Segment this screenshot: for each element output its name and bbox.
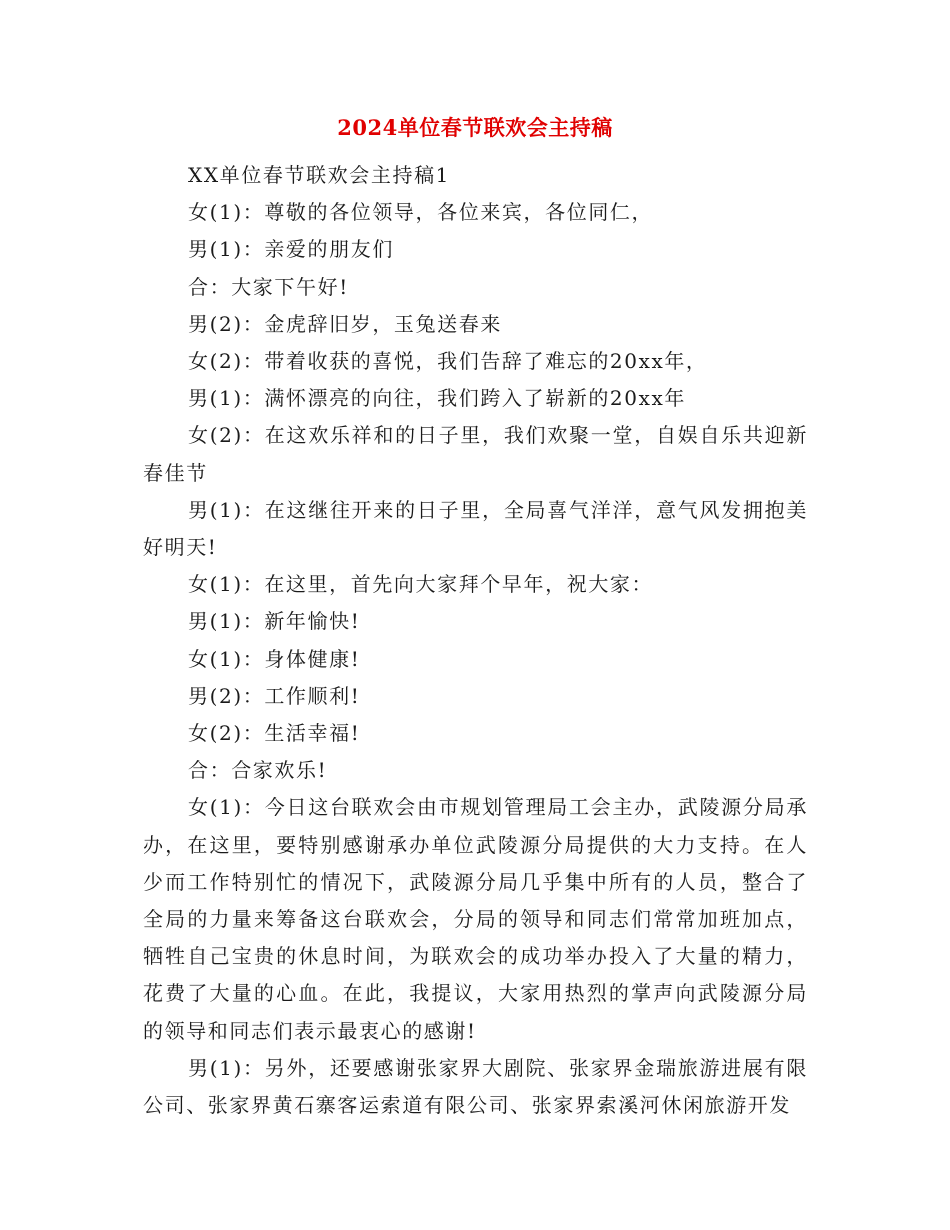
paragraph: 合：合家欢乐! bbox=[188, 758, 328, 783]
paragraph: 合：大家下午好! bbox=[188, 274, 349, 299]
document-title: 2024单位春节联欢会主持稿 bbox=[337, 115, 613, 140]
paragraph: 男(2)：金虎辞旧岁，玉兔送春来 bbox=[188, 311, 502, 336]
paragraph: 女(2)：在这欢乐祥和的日子里，我们欢聚一堂，自娱自乐共迎新春佳节 bbox=[143, 423, 808, 485]
paragraph: 男(1)：新年愉快! bbox=[188, 609, 361, 634]
paragraph: 女(1)：尊敬的各位领导，各位来宾，各位同仁， bbox=[188, 200, 654, 225]
paragraph: 女(1)：今日这台联欢会由市规划管理局工会主办，武陵源分局承办，在这里，要特别感谢承办单位武陵源分局提供的大力支持。在人少而工作特别忙的情况下，武陵源分局几乎集中所有的人员，整合了全局的力量来筹备这台联欢会，分局的领导和同志们常常加班加点，牺牲自己宝贵的休息时间，为联欢会的成功举办投入了大量的精力，花费了大量的心血。在此，我提议，大家用热烈的掌声向武陵源分局的领导和同志们表示最衷心的感谢! bbox=[143, 795, 808, 1043]
document-body bbox=[143, 157, 808, 1124]
paragraph: XX单位春节联欢会主持稿1 bbox=[188, 163, 451, 187]
paragraph: 男(1)：满怀漂亮的向往，我们跨入了崭新的20xx年 bbox=[188, 386, 686, 411]
paragraph: 男(1)：另外，还要感谢张家界大剧院、张家界金瑞旅游进展有限公司、张家界黄石寨客运索道有限公司、张家界索溪河休闲旅游开发 bbox=[143, 1055, 808, 1118]
paragraph: 男(2)：工作顺利! bbox=[188, 683, 361, 708]
paragraph: 男(1)：在这继往开来的日子里，全局喜气洋洋，意气风发拥抱美好明天! bbox=[143, 497, 808, 560]
paragraph: 女(2)：生活幸福! bbox=[188, 721, 361, 746]
paragraph: 女(1)：在这里，首先向大家拜个早年，祝大家： bbox=[188, 572, 654, 597]
paragraph: 女(2)：带着收获的喜悦，我们告辞了难忘的20xx年， bbox=[188, 349, 708, 374]
paragraph: 女(1)：身体健康! bbox=[188, 646, 361, 671]
paragraph: 男(1)：亲爱的朋友们 bbox=[188, 237, 394, 262]
